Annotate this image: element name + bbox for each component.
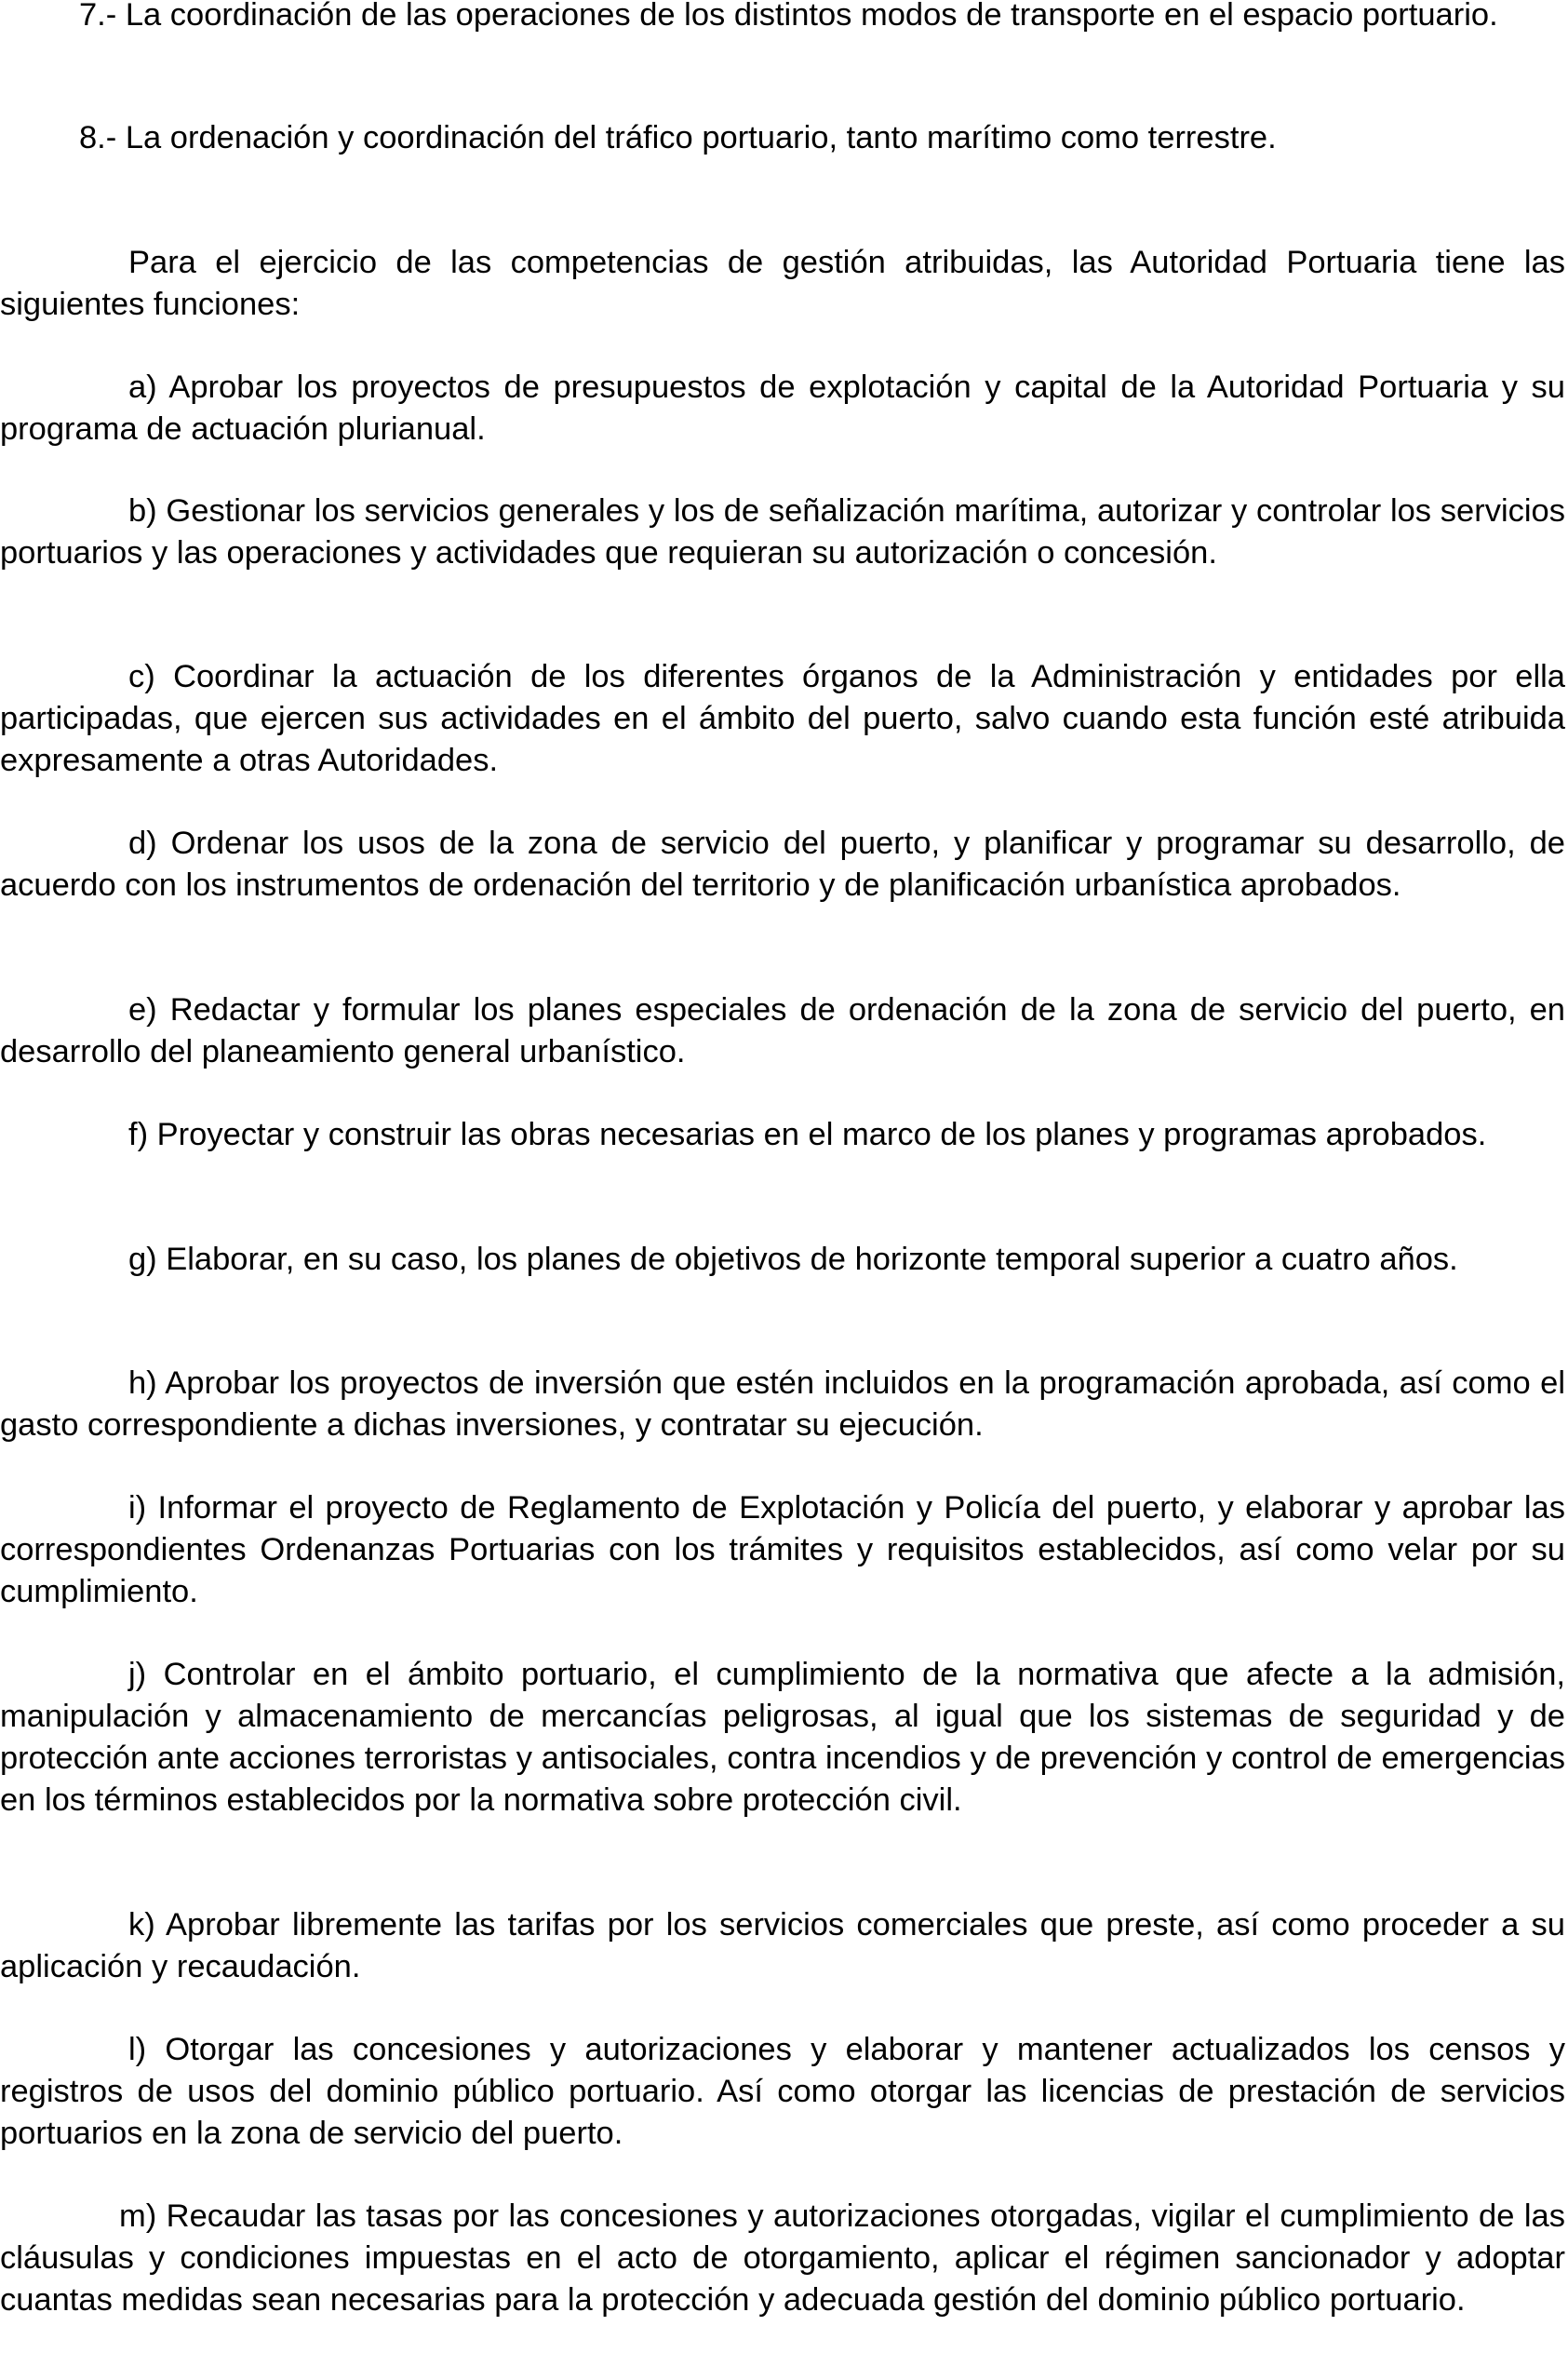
function-f: f) Proyectar y construir las obras necesarias en el marco de los planes y programas aprobados. — [128, 1117, 1487, 1152]
function-e: e) Redactar y formular los planes especiales de ordenación de la zona de servicio del puerto, en desarrollo del planeamiento general urbanístico. — [0, 992, 1565, 1069]
list-item-7: 7.- La coordinación de las operaciones de los distintos modos de transporte en el espacio portuario. — [79, 0, 1498, 33]
function-m: m) Recaudar las tasas por las concesiones y autorizaciones otorgadas, vigilar el cumplimiento de las cláusulas y condiciones impuestas en el acto de otorgamiento, aplicar el régimen sancionador y adoptar cuantas medidas sean necesarias para la protección y adecuada gestión del dominio público portuario. — [0, 2198, 1565, 2318]
function-c: c) Coordinar la actuación de los diferentes órganos de la Administración y entidades por ella participadas, que ejercen sus actividades en el ámbito del puerto, salvo cuando esta función esté atribuida expresamente a otras Autoridades. — [0, 659, 1565, 778]
function-b: b) Gestionar los servicios generales y los de señalización marítima, autorizar y controlar los servicios portuarios y las operaciones y actividades que requieran su autorización o concesión. — [0, 493, 1565, 571]
function-a: a) Aprobar los proyectos de presupuestos de explotación y capital de la Autoridad Portuaria y su programa de actuación plurianual. — [0, 370, 1565, 447]
function-l: l) Otorgar las concesiones y autorizaciones y elaborar y mantener actualizados los censos y registros de usos del dominio público portuario. Así como otorgar las licencias de prestación de servicios portuarios en la zona de servicio del puerto. — [0, 2032, 1565, 2151]
function-k: k) Aprobar libremente las tarifas por los servicios comerciales que preste, así como proceder a su aplicación y recaudación. — [0, 1907, 1565, 1984]
function-d: d) Ordenar los usos de la zona de servicio del puerto, y planificar y programar su desarrollo, de acuerdo con los instrumentos de ordenación del territorio y de planificación urbanística aprobados. — [0, 826, 1565, 903]
list-item-8: 8.- La ordenación y coordinación del tráfico portuario, tanto marítimo como terrestre. — [79, 120, 1277, 155]
function-g: g) Elaborar, en su caso, los planes de objetivos de horizonte temporal superior a cuatro años. — [128, 1242, 1458, 1277]
intro-paragraph: Para el ejercicio de las competencias de gestión atribuidas, las Autoridad Portuaria tiene las siguientes funciones: — [0, 245, 1565, 322]
function-h: h) Aprobar los proyectos de inversión que estén incluidos en la programación aprobada, así como el gasto correspondiente a dichas inversiones, y contratar su ejecución. — [0, 1365, 1565, 1443]
function-i: i) Informar el proyecto de Reglamento de Explotación y Policía del puerto, y elaborar y aprobar las correspondientes Ordenanzas Portuarias con los trámites y requisitos establecidos, así como velar por su cumplimiento. — [0, 1490, 1565, 1609]
function-j: j) Controlar en el ámbito portuario, el cumplimiento de la normativa que afecte a la admisión, manipulación y almacenamiento de mercancías peligrosas, al igual que los sistemas de seguridad y de protección ante acciones terroristas y antisociales, contra incendios y de prevención y control de emergencias en los términos establecidos por la normativa sobre protección civil. — [0, 1657, 1565, 1818]
